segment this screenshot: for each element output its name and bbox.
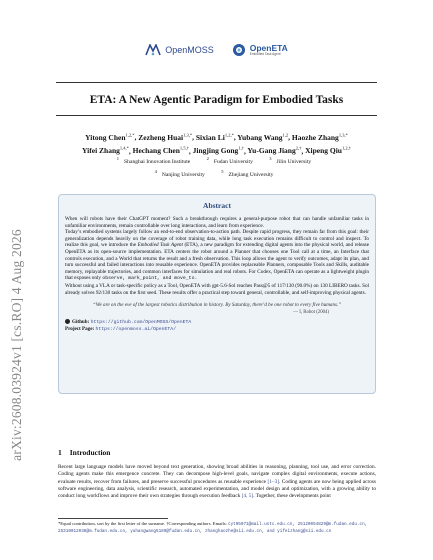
affiliation: $^3$Jilin University xyxy=(269,156,312,165)
openmoss-logo-icon xyxy=(145,44,161,56)
github-link-row xyxy=(65,319,369,326)
author: Yu-Gang Jiang$^{2,\dagger}$ xyxy=(247,145,302,155)
citation-link[interactable]: [4, 5] xyxy=(241,493,254,500)
affiliation: $^4$Nanjing University xyxy=(154,168,205,178)
openeta-logo xyxy=(232,43,288,57)
section-title: Introduction xyxy=(69,448,111,457)
openeta-logo-icon xyxy=(232,43,246,57)
author: Xipeng Qiu$^{1,2,\dagger}$ xyxy=(305,145,351,155)
title-rule-bottom xyxy=(56,115,377,116)
affiliation: $^5$Zhejiang University xyxy=(221,168,274,178)
openmoss-logo xyxy=(145,44,214,56)
epigraph-attribution: — I, Robot (2004) xyxy=(293,309,329,315)
abstract-paragraph: Today’s embodied systems largely follow an end-to-end observation-to-action path. Despite rapid progress, they remain far from this goal: their generalization depends heavily on the coverage of robot training data, while long task execution remains difficult to control and inspect. To realize this goal, we introduce the Embodied Task Agent (ETA), a new paradigm for extending digital agents into the physical world, and release OpenETA as its open-source implementation. ETA centers the robot around a Planner that chooses one Tool call at a time, an Interface that controls execution, and a World that returns the result and a fresh observation. This loop allows the agent to verify outcomes, adapt its plan, and turn successful and failed interactions into reusable experience. OpenETA provides replaceable Planners, composable Tools and Skills, auditable memory, replayable trajectories, and common interfaces for simulation and real robots. For Codex, OpenETA can operate as a lightweight plugin that exposes only observe, mark_point, and move_to. xyxy=(65,229,369,282)
paper-title: ETA: A New Agentic Paradigm for Embodied Tasks xyxy=(89,94,344,106)
openeta-logo-text: OpenETA xyxy=(249,43,288,53)
email-list[interactable]: cyt05071@mail.ustc.edu.cn, 25120054829@m.fudan.edu.cn, 25310012038@m.fudan.edu.cn, yuhangwang5189@fudan.edu.cn, zhanghaozhe@sii.edu.cn, and yifeizhang@sii.edu.cn xyxy=(58,522,368,534)
author: Yifei Zhang$^{1,4,*}$ xyxy=(82,145,129,155)
project-page-link[interactable]: https://openmoss.ai/OpenETA/ xyxy=(95,326,177,332)
section-number: 1 xyxy=(58,448,62,457)
arxiv-id: arXiv:2608.03924v1 [cs.RO] 4 Aug 2026 xyxy=(9,229,25,461)
section-heading xyxy=(58,448,110,457)
author: Hechang Chen$^{1,5,\dagger}$ xyxy=(132,145,189,155)
abstract-paragraph: When will robots have their ChatGPT moment? Such a breakthrough requires a general-purpose robot that can handle unfamiliar tasks in unfamiliar environments, remain controllable over long interactions, and learn from experience. xyxy=(65,216,369,229)
epigraph-quote: “We are on the eve of the largest robotics distribution in history. By Saturday, there’d be one robot to every five humans.” xyxy=(92,302,342,309)
introduction-paragraph: Recent large language models have moved beyond text generation, showing broad abilities in reasoning, planning, tool use, and error correction. Coding agents make this emergence concrete. They can decompose high-level goals, navigate complex digital environments, execute actions, evaluate results, recover from failures, and preserve successful procedures as reusable experience [1–3]. Coding agents are now being applied across software engineering, data analysis, scientific research, automated experimentation, and model design and optimization, with a growing ability to conduct long workflows and improve their own strategies through execution feedback [4, 5]. Together, these developments point xyxy=(58,464,376,500)
author: Yitong Chen$^{1,2,*}$ xyxy=(85,132,135,142)
openeta-logo-subtext: Embodied Task Agent xyxy=(249,52,281,56)
abstract-box xyxy=(58,194,376,394)
github-icon xyxy=(65,319,70,324)
link-block xyxy=(65,319,369,333)
project-page-label: Project Page: xyxy=(65,325,95,332)
citation-link[interactable]: [1–3] xyxy=(267,478,279,485)
affiliation: $^2$Fudan University xyxy=(206,156,253,165)
author: Jingjing Gong$^{1,\dagger}$ xyxy=(192,145,244,155)
affiliation-list xyxy=(40,154,393,180)
abstract-body xyxy=(65,216,369,296)
author: Sixian $Li^{1,2,*}$ xyxy=(195,132,234,142)
github-label: Github: xyxy=(72,318,90,325)
author-list: Yitong Chen$^{1,2,*}$, Zezheng Huai$^{1,3,*}$, Sixian $Li^{1,2,*}$, Yubang Wang$^{1,2}$, Haozhe Zhang$^{1,3,*}$ Yifei Zhang$^{1,4,*}$, Hechang Chen$^{1,5,\dagger}$, Jingjing Gong$^{1,\dagger}$, Yu-Gang Jiang$^{2,\dagger}$, Xipeng Qiu$^{1,2,\dagger}$ xyxy=(82,132,351,155)
author: Haozhe Zhang$^{1,3,*}$ xyxy=(291,132,348,142)
github-link[interactable]: https://github.com/OpenMOSS/OpenETA xyxy=(90,319,192,325)
affiliation: $^1$Shanghai Innovation Institute xyxy=(116,156,191,165)
footnote xyxy=(58,521,376,535)
logo-bar xyxy=(0,40,433,60)
corresponding-note: †Corresponding authors. xyxy=(166,521,212,526)
openmoss-logo-text: OpenMOSS xyxy=(165,45,214,55)
title-rule-top xyxy=(56,82,377,83)
footnote-rule xyxy=(58,518,168,519)
abstract-heading: Abstract xyxy=(203,201,231,210)
equal-contribution-note: *Equal contribution, sort by the first letter of the surname. xyxy=(58,521,166,526)
abstract-paragraph: Without using a VLA or task-specific policy as a Tool, OpenETA with gpt-5.6-Sol reaches Pass@5 of 117/130 (90.0%) on 130 LIBERO tasks. Sol already solves 92/130 tasks on the first seed. These results offer a practical step toward general, controllable, and self-improving physical agents. xyxy=(65,282,369,296)
project-link-row xyxy=(65,326,369,333)
author: Zezheng Huai$^{1,3,*}$ xyxy=(138,132,193,142)
emails-label: Emails: xyxy=(212,521,227,526)
author: Yubang Wang$^{1,2}$ xyxy=(237,132,289,142)
arxiv-watermark xyxy=(2,190,32,500)
